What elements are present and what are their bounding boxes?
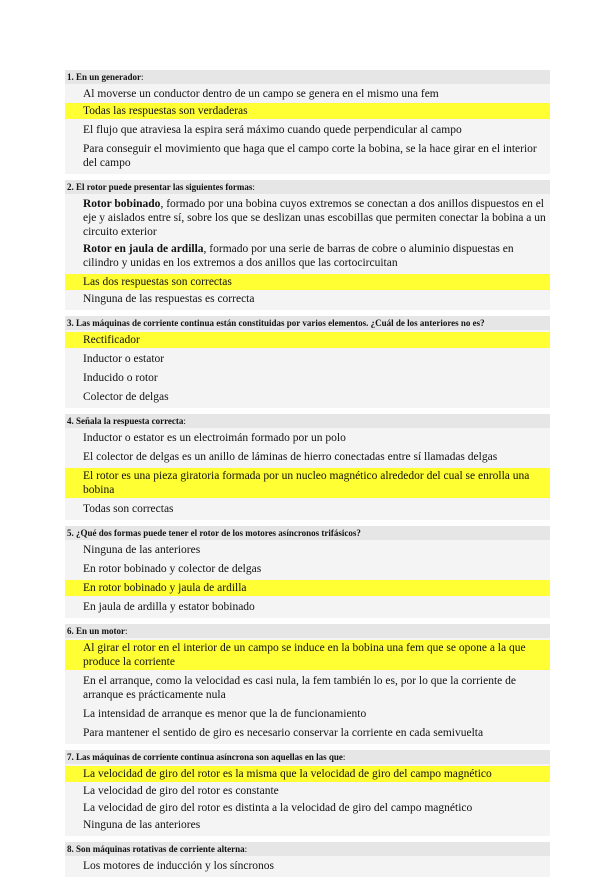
answer-option-correct[interactable]: En rotor bobinado y jaula de ardilla bbox=[65, 580, 550, 596]
answer-option[interactable]: La intensidad de arranque es menor que la de funcionamiento bbox=[83, 708, 367, 720]
question-2 bbox=[65, 180, 550, 310]
question-number: 1. bbox=[67, 72, 74, 82]
answer-option[interactable]: En rotor bobinado y colector de delgas bbox=[83, 563, 262, 575]
answer-option[interactable]: Inductor o estator bbox=[83, 353, 165, 365]
answer-options bbox=[65, 764, 550, 836]
option-term: Rotor en jaula de ardilla bbox=[83, 243, 204, 255]
question-number: 8. bbox=[67, 844, 74, 854]
question-title: En un motor bbox=[76, 626, 126, 636]
question-header bbox=[65, 316, 550, 330]
answer-option[interactable]: Ninguna de las respuestas es correcta bbox=[83, 293, 255, 305]
answer-options bbox=[65, 84, 550, 174]
question-title: El rotor puede presentar las siguientes formas bbox=[76, 182, 253, 192]
answer-option[interactable]: El flujo que atraviesa la espira será máximo cuando quede perpendicular al campo bbox=[83, 124, 462, 136]
question-6 bbox=[65, 624, 550, 744]
answer-option-correct[interactable]: Al girar el rotor en el interior de un campo se induce en la bobina una fem que se opone a la que produce la corriente bbox=[65, 640, 550, 670]
quiz-document bbox=[65, 70, 550, 877]
question-header: 1. En un generador: bbox=[65, 70, 550, 84]
answer-option[interactable]: El colector de delgas es un anillo de láminas de hierro conectadas entre sí llamadas delgas bbox=[83, 451, 498, 463]
answer-option-correct[interactable]: Las dos respuestas son correctas bbox=[65, 274, 550, 290]
question-title: Señala la respuesta correcta bbox=[76, 416, 184, 426]
answer-option[interactable]: Ninguna de las anteriores bbox=[83, 819, 201, 831]
answer-options bbox=[65, 428, 550, 520]
answer-option-correct[interactable]: La velocidad de giro del rotor es la misma que la velocidad de giro del campo magnético bbox=[65, 766, 550, 782]
question-8 bbox=[65, 842, 550, 877]
question-number: 6. bbox=[67, 626, 74, 636]
answer-option[interactable]: Al moverse un conductor dentro de un campo se genera en el mismo una fem bbox=[83, 88, 439, 100]
question-7 bbox=[65, 750, 550, 836]
question-number: 5. bbox=[67, 528, 74, 538]
answer-option[interactable] bbox=[65, 196, 550, 240]
answer-option[interactable]: En el arranque, como la velocidad es casi nula, la fem también lo es, por lo que la corriente de arranque es prácticamente nula bbox=[83, 675, 516, 701]
answer-option[interactable]: La velocidad de giro del rotor es constante bbox=[83, 785, 279, 797]
question-number: 2. bbox=[67, 182, 74, 192]
answer-option[interactable]: Colector de delgas bbox=[83, 391, 169, 403]
answer-options bbox=[65, 194, 550, 310]
question-title: En un generador bbox=[76, 72, 142, 82]
question-header: 8. Son máquinas rotativas de corriente alterna: bbox=[65, 842, 550, 856]
answer-option[interactable]: Los motores de inducción y los síncronos bbox=[83, 860, 275, 872]
question-title: ¿Qué dos formas puede tener el rotor de los motores asíncronos trifásicos? bbox=[76, 528, 361, 538]
question-title: Son máquinas rotativas de corriente alterna bbox=[76, 844, 245, 854]
answer-options bbox=[65, 856, 550, 877]
answer-option[interactable]: Todas son correctas bbox=[83, 503, 174, 515]
answer-options bbox=[65, 638, 550, 744]
question-5 bbox=[65, 526, 550, 618]
answer-options bbox=[65, 330, 550, 408]
answer-option[interactable]: Inducido o rotor bbox=[83, 372, 158, 384]
option-term: Rotor bobinado bbox=[83, 198, 161, 210]
answer-option-correct[interactable]: El rotor es una pieza giratoria formada por un nucleo magnético alrededor del cual se enrolla una bobina bbox=[65, 468, 550, 498]
answer-option[interactable]: La velocidad de giro del rotor es distinta a la velocidad de giro del campo magnético bbox=[83, 802, 473, 814]
answer-option[interactable]: Ninguna de las anteriores bbox=[83, 544, 201, 556]
answer-option[interactable]: En jaula de ardilla y estator bobinado bbox=[83, 601, 255, 613]
question-header: 6. En un motor: bbox=[65, 624, 550, 638]
question-3 bbox=[65, 316, 550, 408]
answer-option[interactable]: Inductor o estator es un electroimán formado por un polo bbox=[83, 432, 346, 444]
question-1 bbox=[65, 70, 550, 174]
answer-option-correct[interactable]: Rectificador bbox=[65, 332, 550, 348]
question-title: Las máquinas de corriente continua asíncrona son aquellas en las que bbox=[76, 752, 343, 762]
question-number: 3. bbox=[67, 318, 74, 328]
question-header: 4. Señala la respuesta correcta: bbox=[65, 414, 550, 428]
answer-option-correct[interactable]: Todas las respuestas son verdaderas bbox=[65, 103, 550, 119]
option-description: , formado por una bobina cuyos extremos se conectan a dos anillos dispuestos en el eje y aislados entre sí, sobre los que se deslizan unas escobillas que permiten conectar la bobina a un circuito exterior bbox=[83, 198, 546, 238]
question-header: 7. Las máquinas de corriente continua asíncrona son aquellas en las que: bbox=[65, 750, 550, 764]
question-number: 7. bbox=[67, 752, 74, 762]
question-title: Las máquinas de corriente continua están constituidas por varios elementos. ¿Cuál de los anteriores no es? bbox=[76, 318, 485, 328]
answer-option[interactable]: Para mantener el sentido de giro es necesario conservar la corriente en cada semivuelta bbox=[83, 727, 484, 739]
question-header bbox=[65, 526, 550, 540]
answer-options bbox=[65, 540, 550, 618]
question-number: 4. bbox=[67, 416, 74, 426]
answer-option[interactable] bbox=[65, 241, 550, 271]
answer-option[interactable]: Para conseguir el movimiento que haga que el campo corte la bobina, se la hace girar en el interior del campo bbox=[83, 143, 537, 169]
question-4 bbox=[65, 414, 550, 520]
question-header: 2. El rotor puede presentar las siguientes formas: bbox=[65, 180, 550, 194]
option-description: , formado por una serie de barras de cobre o aluminio dispuestas en cilindro y unidas en los extremos a dos anillos que las cortocircuitan bbox=[83, 243, 514, 269]
